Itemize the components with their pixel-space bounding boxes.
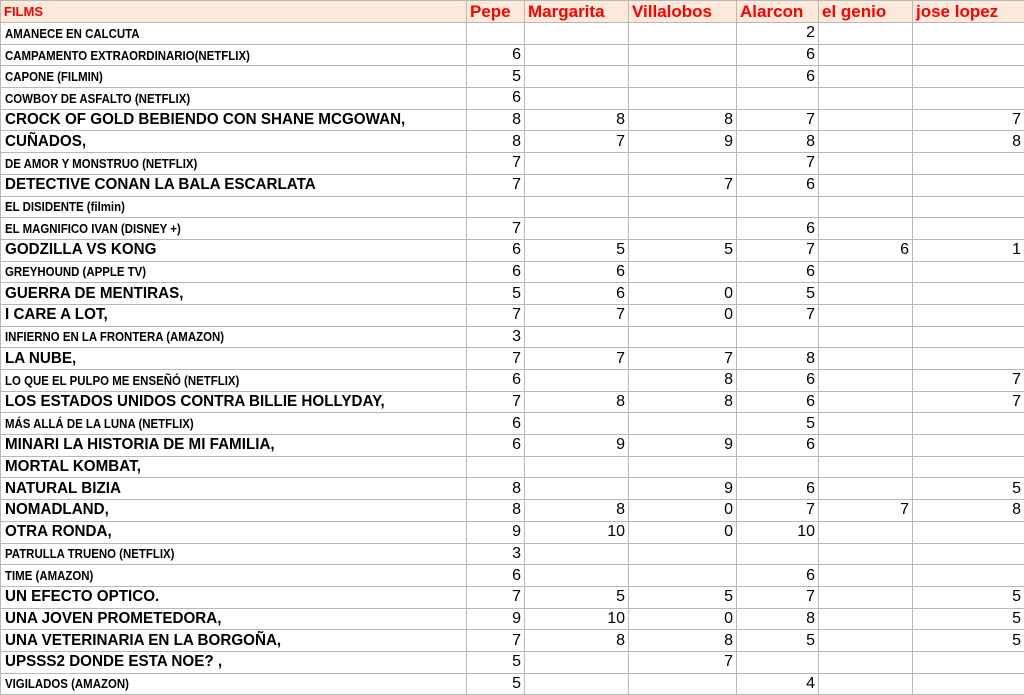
score-cell-villalobos[interactable]: 5 <box>629 239 737 261</box>
score-cell-alarcon[interactable]: 7 <box>737 500 819 522</box>
score-cell-margarita[interactable]: 7 <box>525 304 629 326</box>
score-cell-el-genio[interactable] <box>819 478 913 500</box>
score-cell-margarita[interactable]: 6 <box>525 283 629 305</box>
score-cell-margarita[interactable]: 5 <box>525 239 629 261</box>
film-title: MINARI LA HISTORIA DE MI FAMILIA, <box>5 436 275 454</box>
score-cell-alarcon[interactable]: 8 <box>737 348 819 370</box>
score-cell-alarcon[interactable]: 6 <box>737 391 819 413</box>
table-row <box>1 456 1024 478</box>
score-cell-villalobos[interactable]: 8 <box>629 630 737 652</box>
film-title: CAPONE (FILMIN) <box>5 69 103 84</box>
score-cell-el-genio[interactable]: 6 <box>819 239 913 261</box>
score-cell-jose-lopez[interactable] <box>913 326 1024 348</box>
film-title-cell[interactable] <box>1 543 467 565</box>
table-row <box>1 88 1024 110</box>
film-title-cell[interactable] <box>1 88 467 110</box>
score-cell-jose-lopez[interactable]: 5 <box>913 586 1024 608</box>
score-cell-alarcon[interactable] <box>737 88 819 110</box>
score-cell-villalobos[interactable] <box>629 153 737 175</box>
score-cell-villalobos[interactable]: 7 <box>629 348 737 370</box>
score-cell-alarcon[interactable]: 7 <box>737 153 819 175</box>
score-cell-pepe[interactable]: 6 <box>467 239 525 261</box>
film-title-cell[interactable] <box>1 565 467 587</box>
header-margarita[interactable]: Margarita <box>525 1 629 23</box>
score-cell-alarcon[interactable]: 5 <box>737 630 819 652</box>
score-cell-pepe[interactable]: 7 <box>467 153 525 175</box>
score-cell-jose-lopez[interactable] <box>913 88 1024 110</box>
score-cell-alarcon[interactable]: 6 <box>737 565 819 587</box>
table-row <box>1 196 1024 218</box>
score-cell-pepe[interactable]: 3 <box>467 326 525 348</box>
score-cell-villalobos[interactable]: 7 <box>629 651 737 673</box>
table-row <box>1 435 1024 457</box>
film-title-cell[interactable] <box>1 435 467 457</box>
film-title: LA NUBE, <box>5 350 76 368</box>
score-cell-el-genio[interactable]: 7 <box>819 500 913 522</box>
film-title: DE AMOR Y MONSTRUO (NETFLIX) <box>5 156 197 171</box>
film-title-cell[interactable] <box>1 500 467 522</box>
film-title-cell[interactable] <box>1 239 467 261</box>
score-cell-jose-lopez[interactable]: 5 <box>913 630 1024 652</box>
score-cell-alarcon[interactable]: 6 <box>737 478 819 500</box>
header-jose-lopez[interactable]: jose lopez <box>913 1 1024 23</box>
header-films[interactable]: FILMS <box>1 1 467 23</box>
score-cell-jose-lopez[interactable] <box>913 23 1024 45</box>
score-cell-el-genio[interactable] <box>819 521 913 543</box>
film-title: CAMPAMENTO EXTRAORDINARIO(NETFLIX) <box>5 48 250 63</box>
score-cell-alarcon[interactable] <box>737 456 819 478</box>
film-title-cell[interactable] <box>1 131 467 153</box>
score-cell-pepe[interactable]: 6 <box>467 44 525 66</box>
table-row <box>1 391 1024 413</box>
score-cell-el-genio[interactable] <box>819 565 913 587</box>
score-cell-pepe[interactable]: 5 <box>467 66 525 88</box>
film-title-cell[interactable] <box>1 651 467 673</box>
score-cell-margarita[interactable] <box>525 88 629 110</box>
score-cell-alarcon[interactable]: 6 <box>737 174 819 196</box>
score-cell-alarcon[interactable]: 6 <box>737 435 819 457</box>
score-cell-jose-lopez[interactable] <box>913 304 1024 326</box>
score-cell-margarita[interactable] <box>525 174 629 196</box>
score-cell-pepe[interactable]: 9 <box>467 608 525 630</box>
score-cell-alarcon[interactable]: 4 <box>737 673 819 695</box>
score-cell-pepe[interactable]: 3 <box>467 543 525 565</box>
table-row <box>1 348 1024 370</box>
film-title-cell[interactable] <box>1 23 467 45</box>
score-cell-villalobos[interactable] <box>629 543 737 565</box>
film-title-cell[interactable] <box>1 326 467 348</box>
score-cell-alarcon[interactable]: 6 <box>737 218 819 240</box>
film-title-cell[interactable] <box>1 348 467 370</box>
score-cell-jose-lopez[interactable]: 1 <box>913 239 1024 261</box>
film-title-cell[interactable] <box>1 44 467 66</box>
score-cell-el-genio[interactable] <box>819 44 913 66</box>
score-cell-alarcon[interactable] <box>737 651 819 673</box>
table-row <box>1 174 1024 196</box>
film-title: TIME (AMAZON) <box>5 568 93 583</box>
score-cell-jose-lopez[interactable]: 8 <box>913 131 1024 153</box>
table-row <box>1 23 1024 45</box>
score-cell-alarcon[interactable]: 6 <box>737 44 819 66</box>
score-cell-el-genio[interactable] <box>819 283 913 305</box>
header-row <box>1 1 1024 23</box>
table-row <box>1 304 1024 326</box>
score-cell-pepe[interactable]: 6 <box>467 413 525 435</box>
film-title: UNA JOVEN PROMETEDORA, <box>5 610 221 628</box>
score-cell-pepe[interactable]: 6 <box>467 565 525 587</box>
score-cell-pepe[interactable]: 7 <box>467 174 525 196</box>
score-cell-alarcon[interactable]: 6 <box>737 261 819 283</box>
film-title-cell[interactable] <box>1 218 467 240</box>
score-cell-margarita[interactable] <box>525 370 629 392</box>
score-cell-villalobos[interactable]: 8 <box>629 109 737 131</box>
score-cell-margarita[interactable]: 7 <box>525 131 629 153</box>
table-row <box>1 565 1024 587</box>
score-cell-pepe[interactable]: 6 <box>467 370 525 392</box>
score-cell-villalobos[interactable] <box>629 565 737 587</box>
score-cell-alarcon[interactable]: 8 <box>737 131 819 153</box>
score-cell-pepe[interactable] <box>467 23 525 45</box>
score-cell-margarita[interactable] <box>525 565 629 587</box>
score-cell-el-genio[interactable] <box>819 391 913 413</box>
score-cell-pepe[interactable]: 7 <box>467 218 525 240</box>
table-row <box>1 66 1024 88</box>
score-cell-el-genio[interactable] <box>819 630 913 652</box>
film-title: DETECTIVE CONAN LA BALA ESCARLATA <box>5 176 316 194</box>
score-cell-pepe[interactable]: 7 <box>467 630 525 652</box>
score-cell-pepe[interactable]: 6 <box>467 435 525 457</box>
score-cell-villalobos[interactable] <box>629 88 737 110</box>
score-cell-jose-lopez[interactable] <box>913 565 1024 587</box>
table-row <box>1 651 1024 673</box>
score-cell-el-genio[interactable] <box>819 66 913 88</box>
score-cell-margarita[interactable]: 10 <box>525 608 629 630</box>
score-cell-el-genio[interactable] <box>819 370 913 392</box>
film-title-cell[interactable] <box>1 456 467 478</box>
score-cell-villalobos[interactable] <box>629 196 737 218</box>
score-cell-jose-lopez[interactable] <box>913 413 1024 435</box>
score-cell-pepe[interactable]: 8 <box>467 500 525 522</box>
score-cell-jose-lopez[interactable] <box>913 456 1024 478</box>
score-cell-el-genio[interactable] <box>819 348 913 370</box>
score-cell-villalobos[interactable]: 0 <box>629 500 737 522</box>
film-title-cell[interactable] <box>1 66 467 88</box>
score-cell-el-genio[interactable] <box>819 88 913 110</box>
table-row <box>1 500 1024 522</box>
score-cell-alarcon[interactable]: 10 <box>737 521 819 543</box>
score-cell-margarita[interactable] <box>525 44 629 66</box>
score-cell-villalobos[interactable] <box>629 326 737 348</box>
score-cell-alarcon[interactable]: 7 <box>737 304 819 326</box>
table-row <box>1 521 1024 543</box>
score-cell-pepe[interactable] <box>467 196 525 218</box>
score-cell-margarita[interactable] <box>525 478 629 500</box>
film-title: GUERRA DE MENTIRAS, <box>5 285 183 303</box>
score-cell-margarita[interactable]: 7 <box>525 348 629 370</box>
film-title: NOMADLAND, <box>5 501 109 519</box>
score-cell-margarita[interactable] <box>525 413 629 435</box>
header-el-genio[interactable]: el genio <box>819 1 913 23</box>
score-cell-margarita[interactable] <box>525 66 629 88</box>
score-cell-el-genio[interactable] <box>819 586 913 608</box>
score-cell-margarita[interactable]: 10 <box>525 521 629 543</box>
score-cell-jose-lopez[interactable] <box>913 44 1024 66</box>
film-title-cell[interactable] <box>1 391 467 413</box>
film-title: UN EFECTO OPTICO. <box>5 588 159 606</box>
score-cell-villalobos[interactable] <box>629 66 737 88</box>
film-title: EL MAGNIFICO IVAN (DISNEY +) <box>5 221 181 236</box>
score-cell-villalobos[interactable] <box>629 23 737 45</box>
header-villalobos[interactable]: Villalobos <box>629 1 737 23</box>
score-cell-pepe[interactable]: 5 <box>467 651 525 673</box>
score-cell-margarita[interactable]: 8 <box>525 500 629 522</box>
score-cell-villalobos[interactable]: 0 <box>629 283 737 305</box>
score-cell-pepe[interactable]: 9 <box>467 521 525 543</box>
film-title: INFIERNO EN LA FRONTERA (AMAZON) <box>5 329 224 344</box>
header-pepe[interactable]: Pepe <box>467 1 525 23</box>
score-cell-jose-lopez[interactable] <box>913 651 1024 673</box>
table-row <box>1 109 1024 131</box>
score-cell-jose-lopez[interactable] <box>913 66 1024 88</box>
table-row <box>1 326 1024 348</box>
film-title-cell[interactable] <box>1 370 467 392</box>
score-cell-alarcon[interactable]: 5 <box>737 283 819 305</box>
film-title-cell[interactable] <box>1 608 467 630</box>
film-title: UNA VETERINARIA EN LA BORGOÑA, <box>5 632 281 650</box>
table-row <box>1 543 1024 565</box>
table-row <box>1 283 1024 305</box>
score-cell-alarcon[interactable] <box>737 326 819 348</box>
film-title: UPSSS2 DONDE ESTA NOE? , <box>5 653 222 671</box>
score-cell-el-genio[interactable] <box>819 109 913 131</box>
score-cell-pepe[interactable]: 7 <box>467 304 525 326</box>
film-title: I CARE A LOT, <box>5 306 108 324</box>
score-cell-margarita[interactable] <box>525 326 629 348</box>
film-title: MÁS ALLÁ DE LA LUNA (NETFLIX) <box>5 416 194 431</box>
table-row <box>1 218 1024 240</box>
score-cell-alarcon[interactable]: 6 <box>737 66 819 88</box>
score-cell-alarcon[interactable]: 8 <box>737 608 819 630</box>
score-cell-villalobos[interactable]: 9 <box>629 435 737 457</box>
film-title: CUÑADOS, <box>5 133 86 151</box>
film-title-cell[interactable] <box>1 109 467 131</box>
score-cell-el-genio[interactable] <box>819 23 913 45</box>
score-cell-margarita[interactable]: 9 <box>525 435 629 457</box>
score-cell-jose-lopez[interactable]: 5 <box>913 608 1024 630</box>
score-cell-villalobos[interactable] <box>629 413 737 435</box>
film-title: VIGILADOS (AMAZON) <box>5 676 129 691</box>
score-cell-pepe[interactable]: 7 <box>467 391 525 413</box>
score-cell-villalobos[interactable]: 7 <box>629 174 737 196</box>
score-cell-villalobos[interactable]: 0 <box>629 304 737 326</box>
score-cell-el-genio[interactable] <box>819 608 913 630</box>
film-title-cell[interactable] <box>1 586 467 608</box>
score-cell-villalobos[interactable] <box>629 218 737 240</box>
score-cell-el-genio[interactable] <box>819 174 913 196</box>
score-cell-alarcon[interactable]: 7 <box>737 109 819 131</box>
score-cell-margarita[interactable] <box>525 543 629 565</box>
table-row <box>1 413 1024 435</box>
score-cell-jose-lopez[interactable] <box>913 435 1024 457</box>
table-row <box>1 370 1024 392</box>
film-title: PATRULLA TRUENO (NETFLIX) <box>5 546 174 561</box>
score-cell-margarita[interactable]: 8 <box>525 630 629 652</box>
score-cell-el-genio[interactable] <box>819 456 913 478</box>
film-title-cell[interactable] <box>1 153 467 175</box>
score-cell-pepe[interactable] <box>467 456 525 478</box>
score-cell-el-genio[interactable] <box>819 131 913 153</box>
score-cell-villalobos[interactable]: 9 <box>629 478 737 500</box>
film-title: AMANECE EN CALCUTA <box>5 26 140 41</box>
score-cell-villalobos[interactable]: 0 <box>629 521 737 543</box>
score-cell-margarita[interactable]: 5 <box>525 586 629 608</box>
table-row <box>1 131 1024 153</box>
score-cell-margarita[interactable]: 8 <box>525 391 629 413</box>
score-cell-margarita[interactable]: 6 <box>525 261 629 283</box>
score-cell-alarcon[interactable] <box>737 543 819 565</box>
score-cell-villalobos[interactable]: 8 <box>629 391 737 413</box>
score-cell-jose-lopez[interactable] <box>913 196 1024 218</box>
score-cell-el-genio[interactable] <box>819 153 913 175</box>
score-cell-pepe[interactable]: 5 <box>467 673 525 695</box>
score-cell-villalobos[interactable] <box>629 44 737 66</box>
score-cell-jose-lopez[interactable] <box>913 543 1024 565</box>
film-title: EL DISIDENTE (filmin) <box>5 199 125 214</box>
score-cell-pepe[interactable]: 8 <box>467 109 525 131</box>
score-cell-villalobos[interactable] <box>629 261 737 283</box>
film-title-cell[interactable] <box>1 283 467 305</box>
film-title: COWBOY DE ASFALTO (NETFLIX) <box>5 91 190 106</box>
score-cell-jose-lopez[interactable]: 7 <box>913 370 1024 392</box>
score-cell-jose-lopez[interactable] <box>913 218 1024 240</box>
film-title: GODZILLA VS KONG <box>5 241 156 259</box>
score-cell-pepe[interactable]: 6 <box>467 88 525 110</box>
table-row <box>1 630 1024 652</box>
table-row <box>1 153 1024 175</box>
score-cell-alarcon[interactable]: 7 <box>737 586 819 608</box>
score-cell-margarita[interactable] <box>525 23 629 45</box>
score-cell-pepe[interactable]: 8 <box>467 478 525 500</box>
table-row <box>1 586 1024 608</box>
table-row <box>1 261 1024 283</box>
score-cell-alarcon[interactable]: 7 <box>737 239 819 261</box>
score-cell-margarita[interactable]: 8 <box>525 109 629 131</box>
film-title-cell[interactable] <box>1 174 467 196</box>
table-row <box>1 608 1024 630</box>
film-title: MORTAL KOMBAT, <box>5 458 141 476</box>
score-cell-jose-lopez[interactable]: 7 <box>913 391 1024 413</box>
film-title: GREYHOUND (APPLE TV) <box>5 264 146 279</box>
table-row <box>1 239 1024 261</box>
film-title: NATURAL BIZIA <box>5 480 121 498</box>
score-cell-el-genio[interactable] <box>819 435 913 457</box>
film-title-cell[interactable] <box>1 630 467 652</box>
score-cell-alarcon[interactable]: 2 <box>737 23 819 45</box>
score-cell-alarcon[interactable]: 6 <box>737 370 819 392</box>
film-title-cell[interactable] <box>1 521 467 543</box>
score-cell-alarcon[interactable]: 5 <box>737 413 819 435</box>
score-cell-jose-lopez[interactable] <box>913 348 1024 370</box>
film-title-cell[interactable] <box>1 261 467 283</box>
score-cell-margarita[interactable] <box>525 651 629 673</box>
score-cell-pepe[interactable]: 7 <box>467 586 525 608</box>
score-cell-el-genio[interactable] <box>819 543 913 565</box>
score-cell-jose-lopez[interactable] <box>913 174 1024 196</box>
film-title-cell[interactable] <box>1 413 467 435</box>
table-row <box>1 478 1024 500</box>
score-cell-margarita[interactable] <box>525 196 629 218</box>
score-cell-margarita[interactable] <box>525 153 629 175</box>
film-title-cell[interactable] <box>1 304 467 326</box>
score-cell-el-genio[interactable] <box>819 304 913 326</box>
film-title: CROCK OF GOLD BEBIENDO CON SHANE MCGOWAN, <box>5 111 405 129</box>
table-row <box>1 44 1024 66</box>
score-cell-jose-lopez[interactable]: 5 <box>913 478 1024 500</box>
film-title-cell[interactable] <box>1 478 467 500</box>
score-cell-jose-lopez[interactable] <box>913 261 1024 283</box>
score-cell-el-genio[interactable] <box>819 261 913 283</box>
score-cell-margarita[interactable] <box>525 218 629 240</box>
score-cell-alarcon[interactable] <box>737 196 819 218</box>
score-cell-margarita[interactable] <box>525 456 629 478</box>
score-cell-el-genio[interactable] <box>819 218 913 240</box>
film-title-cell[interactable] <box>1 196 467 218</box>
score-cell-villalobos[interactable]: 8 <box>629 370 737 392</box>
score-cell-pepe[interactable]: 7 <box>467 348 525 370</box>
score-cell-pepe[interactable]: 8 <box>467 131 525 153</box>
score-cell-villalobos[interactable]: 0 <box>629 608 737 630</box>
score-cell-villalobos[interactable]: 5 <box>629 586 737 608</box>
header-alarcon[interactable]: Alarcon <box>737 1 819 23</box>
score-cell-el-genio[interactable] <box>819 651 913 673</box>
film-title: OTRA RONDA, <box>5 523 112 541</box>
score-cell-jose-lopez[interactable]: 8 <box>913 500 1024 522</box>
score-cell-el-genio[interactable] <box>819 413 913 435</box>
score-cell-el-genio[interactable] <box>819 326 913 348</box>
score-cell-jose-lopez[interactable]: 7 <box>913 109 1024 131</box>
score-cell-jose-lopez[interactable] <box>913 153 1024 175</box>
score-cell-villalobos[interactable] <box>629 456 737 478</box>
score-cell-el-genio[interactable] <box>819 196 913 218</box>
score-cell-pepe[interactable]: 5 <box>467 283 525 305</box>
score-cell-jose-lopez[interactable] <box>913 283 1024 305</box>
film-title: LOS ESTADOS UNIDOS CONTRA BILLIE HOLLYDAY, <box>5 393 385 411</box>
score-cell-pepe[interactable]: 6 <box>467 261 525 283</box>
score-cell-villalobos[interactable]: 9 <box>629 131 737 153</box>
score-cell-jose-lopez[interactable] <box>913 521 1024 543</box>
film-title: LO QUE EL PULPO ME ENSEÑÓ (NETFLIX) <box>5 373 239 388</box>
